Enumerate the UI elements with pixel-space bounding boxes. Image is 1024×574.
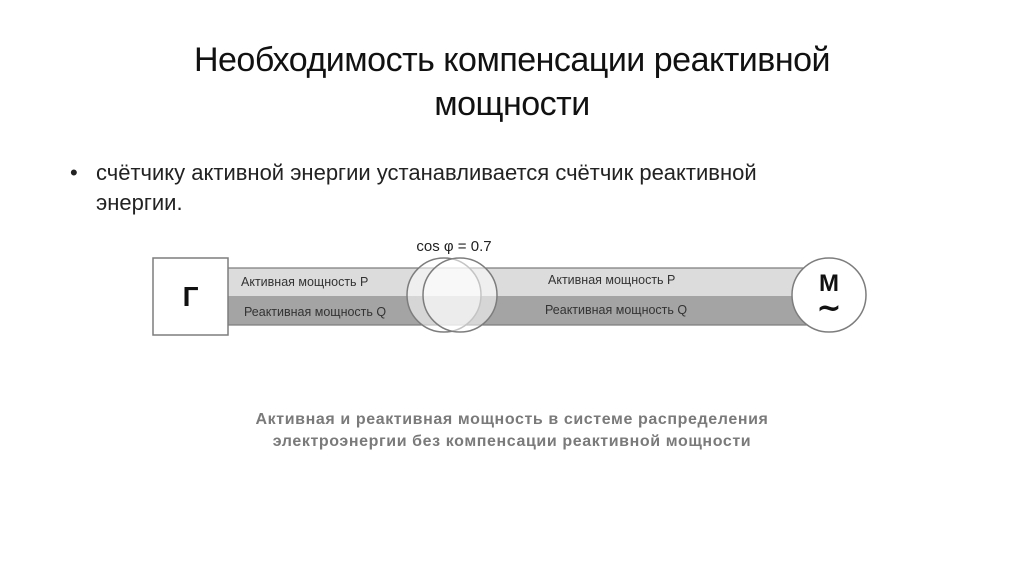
diagram-caption (0, 409, 1024, 453)
bullet-text-line-1: счётчику активной энергии устанавливается счётчик реактивной (96, 160, 757, 185)
active-power-label-left: Активная мощность Р (241, 275, 369, 289)
reactive-power-label-right: Реактивная мощность Q (545, 303, 688, 317)
caption-line-2: электроэнергии без компенсации реактивной мощности (272, 433, 752, 450)
slide-title-line-2: мощности (434, 85, 590, 123)
motor-ac-symbol: ~ (816, 291, 842, 326)
active-power-label-right: Активная мощность Р (548, 273, 676, 287)
bullet-dot: • (70, 160, 78, 185)
power-flow-diagram (0, 225, 1024, 345)
caption-line-1: Активная и реактивная мощность в системе распределения (255, 411, 769, 428)
bullet-point (70, 158, 950, 218)
cos-phi-label: cos φ = 0.7 (416, 238, 492, 255)
motor-label: М (819, 270, 839, 297)
generator-label: Г (182, 281, 199, 312)
slide-title (0, 38, 1024, 126)
bullet-text-line-2: энергии. (96, 190, 183, 215)
reactive-power-label-left: Реактивная мощность Q (244, 305, 387, 319)
meter-circle-right (423, 258, 497, 332)
slide-title-line-1: Необходимость компенсации реактивной (193, 41, 831, 79)
